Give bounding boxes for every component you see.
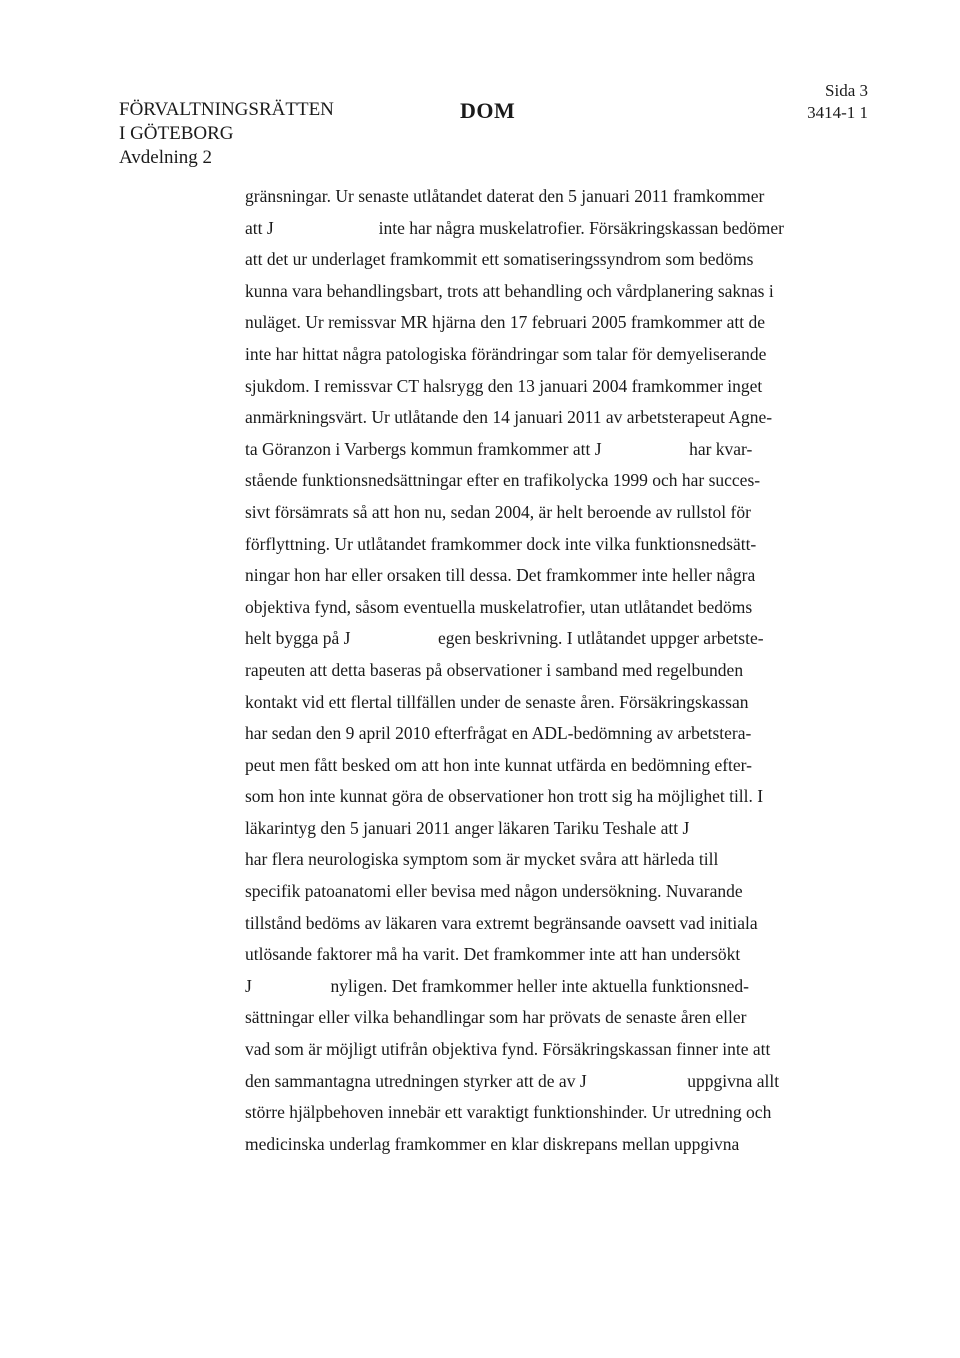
text-line: medicinska underlag framkommer en klar diskrepans mellan uppgivna	[245, 1133, 740, 1154]
court-header	[119, 98, 334, 170]
text-line: inte har hittat några patologiska förändringar som talar för demyeliserande	[245, 343, 767, 364]
text-line: kontakt vid ett flertal tillfällen under de senaste åren. Försäkringskassan	[245, 691, 749, 712]
text-line: peut men fått besked om att hon inte kunnat utfärda en bedömning efter-	[245, 754, 752, 775]
page-info	[807, 80, 868, 124]
text-line: ta Göranzon i Varbergs kommun framkommer att J har kvar-	[245, 438, 753, 459]
text-line: utlösande faktorer må ha varit. Det framkommer inte att han undersökt	[245, 944, 741, 965]
text-line: anmärkningsvärt. Ur utlåtande den 14 januari 2011 av arbetsterapeut Agne-	[245, 407, 773, 428]
text-line: helt bygga på J egen beskrivning. I utlåtandet uppger arbetste-	[245, 628, 764, 649]
text-line: sivt försämrats så att hon nu, sedan 2004, är helt beroende av rullstol för	[245, 501, 751, 522]
text-line: ningar hon har eller orsaken till dessa. Det framkommer inte heller några	[245, 565, 756, 586]
text-line: kunna vara behandlingsbart, trots att behandling och vårdplanering saknas i	[245, 280, 774, 301]
text-line: J nyligen. Det framkommer heller inte aktuella funktionsned-	[245, 975, 749, 996]
text-line: sjukdom. I remissvar CT halsrygg den 13 januari 2004 framkommer inget	[245, 375, 763, 396]
text-line: vad som är möjligt utifrån objektiva fynd. Försäkringskassan finner inte att	[245, 1039, 771, 1060]
text-line: att det ur underlaget framkommit ett somatiseringssyndrom som bedöms	[245, 249, 754, 270]
court-city: I GÖTEBORG	[119, 123, 234, 144]
text-line: har sedan den 9 april 2010 efterfrågat en ADL-bedömning av arbetstera-	[245, 723, 752, 744]
body-text	[245, 181, 805, 1160]
case-number: 3414-1 1	[807, 103, 868, 122]
text-line: rapeuten att detta baseras på observationer i samband med regelbunden	[245, 659, 744, 680]
text-line: att J inte har några muskelatrofier. Försäkringskassan bedömer	[245, 217, 784, 238]
text-line: sättningar eller vilka behandlingar som har prövats de senaste åren eller	[245, 1007, 747, 1028]
text-line: förflyttning. Ur utlåtandet framkommer dock inte vilka funktionsnedsätt-	[245, 533, 757, 554]
text-line: gränsningar. Ur senaste utlåtandet daterat den 5 januari 2011 framkommer	[245, 186, 765, 206]
text-line: den sammantagna utredningen styrker att de av J uppgivna allt	[245, 1070, 780, 1091]
text-line: har flera neurologiska symptom som är mycket svåra att härleda till	[245, 849, 719, 870]
text-line: läkarintyg den 5 januari 2011 anger läkaren Tariku Teshale att J	[245, 817, 690, 838]
text-line: specifik patoanatomi eller bevisa med någon undersökning. Nuvarande	[245, 881, 743, 902]
page-label: Sida 3	[825, 81, 868, 100]
court-name: FÖRVALTNINGSRÄTTEN	[119, 99, 334, 120]
text-line: som hon inte kunnat göra de observationer hon trott sig ha möjlighet till. I	[245, 786, 764, 807]
text-line: objektiva fynd, såsom eventuella muskelatrofier, utan utlåtandet bedöms	[245, 596, 753, 617]
document-type: DOM	[460, 98, 516, 123]
department: Avdelning 2	[119, 147, 213, 168]
text-line: stående funktionsnedsättningar efter en trafikolycka 1999 och har succes-	[245, 470, 761, 491]
text-line: tillstånd bedöms av läkaren vara extremt begränsande oavsett vad initiala	[245, 912, 758, 933]
text-line: större hjälpbehoven innebär ett varaktigt funktionshinder. Ur utredning och	[245, 1102, 772, 1123]
text-line: nuläget. Ur remissvar MR hjärna den 17 februari 2005 framkommer att de	[245, 312, 765, 333]
